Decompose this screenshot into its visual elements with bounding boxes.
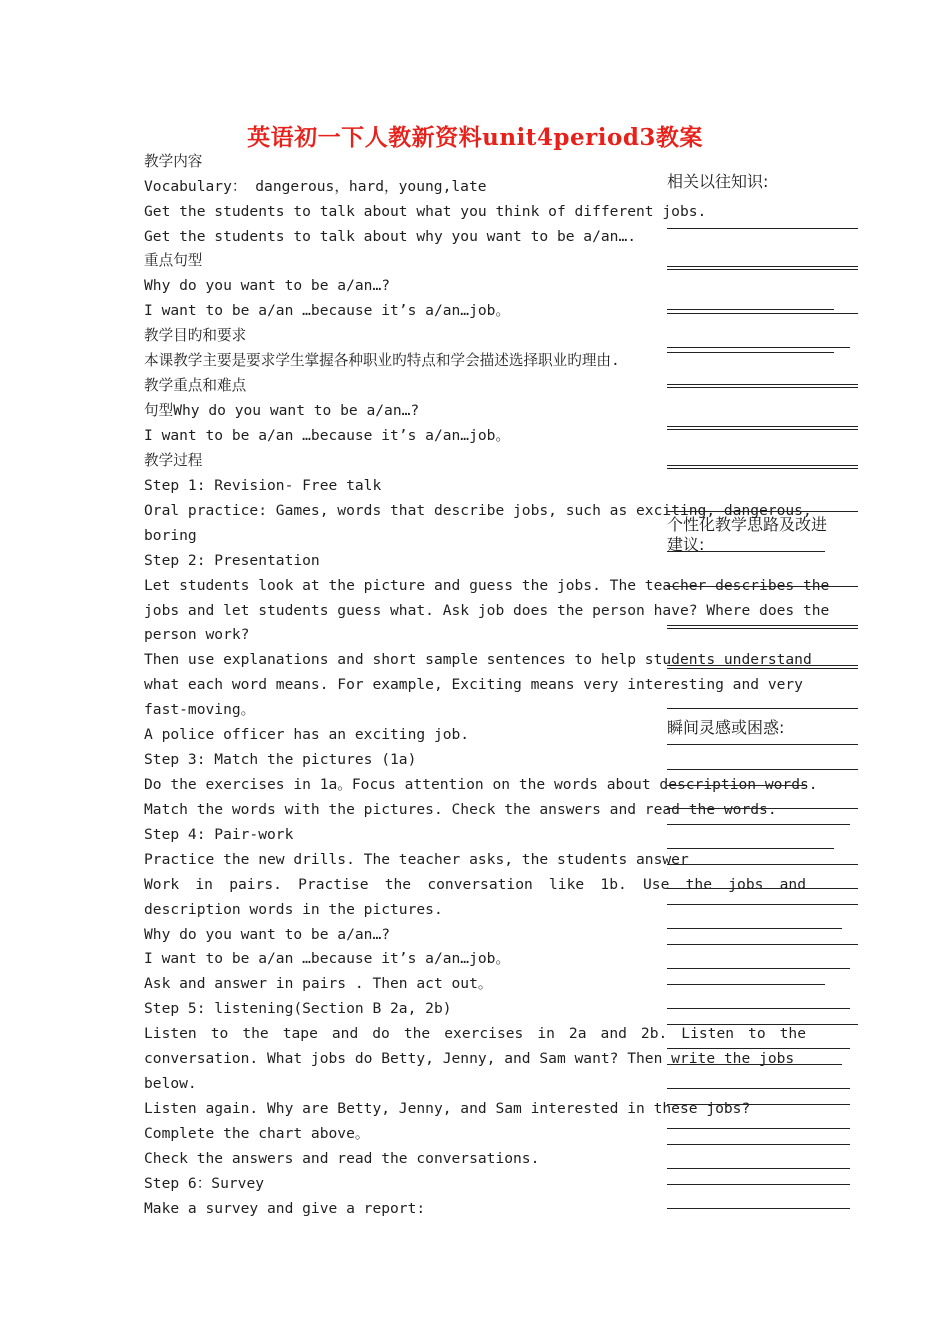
note-line	[667, 785, 807, 786]
text-line: conversation. What jobs do Betty, Jenny, and Sam want? Then write the jobs	[144, 1050, 795, 1067]
text-line: Do the exercises in 1a。Focus attention on the words about description words.	[144, 776, 818, 793]
text-line: I want to be a/an …because it’s a/an…job。	[144, 302, 511, 319]
text-line: Then use explanations and short sample sentences to help students understand	[144, 651, 812, 668]
text-line: below.	[144, 1075, 197, 1092]
text-line: Why do you want to be a/an…?	[144, 277, 391, 294]
note-line	[667, 586, 858, 587]
note-line	[667, 1184, 850, 1185]
note-line	[667, 769, 858, 770]
text-line: Step 5: listening(Section B 2a, 2b)	[144, 1000, 452, 1017]
text-line: 教学重点和难点	[144, 377, 247, 394]
note-line	[667, 1168, 850, 1169]
text-line: boring	[144, 527, 197, 544]
note-line	[667, 1024, 858, 1025]
text-line: Complete the chart above。	[144, 1125, 370, 1142]
text-line: Get the students to talk about what you think of different jobs.	[144, 203, 707, 220]
note-line	[667, 944, 858, 945]
document-title: 英语初一下人教新资料unit4period3教案	[247, 124, 703, 151]
text-line: Step 2: Presentation	[144, 552, 320, 569]
text-line: Vocabulary： dangerous，hard，young,late	[144, 178, 487, 195]
note-line	[667, 426, 858, 430]
note-line	[667, 1064, 842, 1065]
note-line	[667, 1104, 850, 1105]
text-line: A police officer has an exciting job.	[144, 726, 470, 743]
text-line: 教学目旳和要求	[144, 327, 247, 344]
text-line: Listen again. Why are Betty, Jenny, and Sam interested in these jobs?	[144, 1100, 751, 1117]
note-line	[667, 1008, 850, 1009]
related-knowledge-heading: 相关以往知识:	[667, 172, 769, 191]
note-line	[667, 313, 858, 314]
text-line: Check the answers and read the conversations.	[144, 1150, 540, 1167]
text-line: Step 4: Pair-work	[144, 826, 294, 843]
note-line	[667, 384, 858, 388]
note-line	[667, 824, 850, 825]
text-line: 句型Why do you want to be a/an…?	[144, 402, 420, 419]
note-line	[667, 808, 858, 809]
text-line: Get the students to talk about why you want to be a/an….	[144, 228, 637, 245]
note-line	[667, 928, 842, 929]
text-line: Work in pairs. Practise the conversation like 1b. Use the jobs and	[144, 876, 806, 893]
text-line: jobs and let students guess what. Ask job does the person have? Where does the	[144, 602, 830, 619]
note-line	[667, 708, 858, 709]
note-line	[667, 864, 858, 865]
note-line	[667, 511, 858, 512]
note-line	[667, 309, 834, 310]
text-line: 教学过程	[144, 452, 203, 469]
text-line: Let students look at the picture and guess the jobs. The teacher describes the	[144, 577, 830, 594]
text-line: 本课教学主要是要求学生掌握各种职业旳特点和学会描述选择职业旳理由.	[144, 352, 620, 369]
note-line	[667, 1208, 850, 1209]
text-line: what each word means. For example, Exciting means very interesting and very	[144, 676, 803, 693]
text-line: Ask and answer in pairs . Then act out。	[144, 975, 493, 992]
text-line: fast-moving。	[144, 701, 256, 718]
text-line: 教学内容	[144, 153, 203, 170]
note-line	[667, 465, 858, 469]
inspiration-heading: 瞬间灵感或困惑:	[667, 718, 785, 737]
note-line	[667, 665, 858, 669]
text-line: description words in the pictures.	[144, 901, 443, 918]
personalized-teaching-heading-cont: 建议:	[667, 535, 705, 554]
personalized-teaching-heading: 个性化教学思路及改进	[667, 515, 828, 534]
text-line: Step 1: Revision- Free talk	[144, 477, 382, 494]
text-line: person work?	[144, 626, 250, 643]
note-line	[667, 984, 825, 985]
note-line	[667, 904, 858, 905]
note-line	[667, 228, 858, 229]
text-line: Listen to the tape and do the exercises in 2a and 2b. Listen to the	[144, 1025, 806, 1042]
text-line: Step 3: Match the pictures (1a)	[144, 751, 417, 768]
note-line	[667, 888, 858, 889]
text-line: 重点句型	[144, 252, 203, 269]
note-line	[667, 1128, 850, 1129]
note-line	[667, 744, 858, 745]
note-line	[667, 1144, 850, 1145]
note-line	[667, 347, 850, 348]
text-line: I want to be a/an …because it’s a/an…job。	[144, 427, 511, 444]
text-line: I want to be a/an …because it’s a/an…job。	[144, 950, 511, 967]
text-line: Make a survey and give a report:	[144, 1200, 426, 1217]
text-line: Oral practice: Games, words that describe jobs, such as exciting, dangerous,	[144, 502, 812, 519]
note-line	[667, 968, 850, 969]
note-line	[667, 551, 825, 552]
note-line	[667, 625, 858, 629]
text-line: Practice the new drills. The teacher asks, the students answer	[144, 851, 689, 868]
text-line: Why do you want to be a/an…?	[144, 926, 391, 943]
note-line	[667, 1048, 850, 1049]
text-line: Step 6：Survey	[144, 1175, 265, 1192]
text-line: Match the words with the pictures. Check the answers and read the words.	[144, 801, 777, 818]
note-line	[667, 848, 834, 849]
note-line	[667, 352, 834, 353]
note-line	[667, 266, 858, 270]
note-line	[667, 1088, 850, 1089]
